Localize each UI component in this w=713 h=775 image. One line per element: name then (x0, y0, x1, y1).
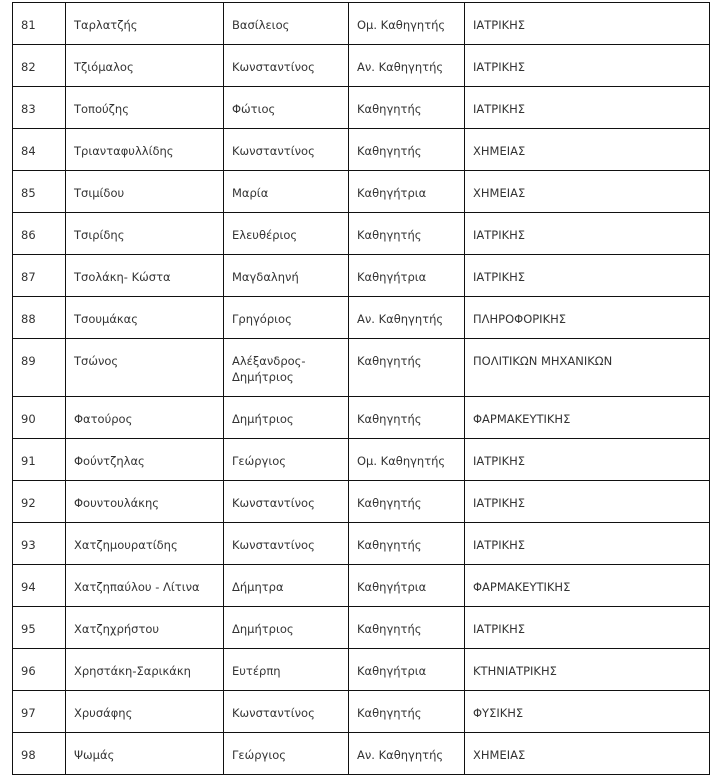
school-cell: ΦΥΣΙΚΗΣ (465, 691, 710, 733)
surname-cell: Τζιόμαλος (66, 45, 224, 87)
surname-cell: Ψωμάς (66, 733, 224, 775)
first-name-cell: Κωνσταντίνος (224, 481, 349, 523)
table-row (13, 87, 710, 129)
first-name-cell: Κωνσταντίνος (224, 45, 349, 87)
table-row (13, 733, 710, 775)
school-cell: ΧΗΜΕΙΑΣ (465, 171, 710, 213)
school-cell: ΙΑΤΡΙΚΗΣ (465, 523, 710, 565)
rank-cell: Καθηγητής (349, 607, 465, 649)
surname-cell: Χατζηχρήστου (66, 607, 224, 649)
table-row (13, 3, 710, 45)
first-name-cell: Γεώργιος (224, 439, 349, 481)
row-number: 97 (13, 691, 66, 733)
first-name-cell: Αλέξανδρος-Δημήτριος (224, 339, 349, 397)
row-number: 93 (13, 523, 66, 565)
first-name-cell: Ελευθέριος (224, 213, 349, 255)
school-cell: ΙΑΤΡΙΚΗΣ (465, 87, 710, 129)
row-number: 95 (13, 607, 66, 649)
school-cell: ΧΗΜΕΙΑΣ (465, 129, 710, 171)
school-cell: ΙΑΤΡΙΚΗΣ (465, 439, 710, 481)
school-cell: ΠΟΛΙΤΙΚΩΝ ΜΗΧΑΝΙΚΩΝ (465, 339, 710, 397)
first-name-cell: Φώτιος (224, 87, 349, 129)
row-number: 92 (13, 481, 66, 523)
table-row (13, 45, 710, 87)
row-number: 98 (13, 733, 66, 775)
table-row (13, 565, 710, 607)
surname-cell: Τσιρίδης (66, 213, 224, 255)
faculty-table (12, 2, 710, 775)
surname-cell: Τοπούζης (66, 87, 224, 129)
first-name-cell: Γεώργιος (224, 733, 349, 775)
school-cell: ΙΑΤΡΙΚΗΣ (465, 213, 710, 255)
rank-cell: Ομ. Καθηγητής (349, 439, 465, 481)
table-row (13, 691, 710, 733)
school-cell: ΙΑΤΡΙΚΗΣ (465, 607, 710, 649)
first-name-cell: Δημήτριος (224, 397, 349, 439)
rank-cell: Καθηγήτρια (349, 649, 465, 691)
surname-cell: Ταρλατζής (66, 3, 224, 45)
row-number: 82 (13, 45, 66, 87)
first-name-cell: Δημήτριος (224, 607, 349, 649)
surname-cell: Χρυσάφης (66, 691, 224, 733)
row-number: 83 (13, 87, 66, 129)
rank-cell: Καθηγήτρια (349, 565, 465, 607)
row-number: 84 (13, 129, 66, 171)
row-number: 90 (13, 397, 66, 439)
rank-cell: Καθηγητής (349, 397, 465, 439)
first-name-cell: Κωνσταντίνος (224, 691, 349, 733)
surname-cell: Χατζημουρατίδης (66, 523, 224, 565)
school-cell: ΦΑΡΜΑΚΕΥΤΙΚΗΣ (465, 565, 710, 607)
school-cell: ΧΗΜΕΙΑΣ (465, 733, 710, 775)
first-name-cell: Γρηγόριος (224, 297, 349, 339)
rank-cell: Καθηγητής (349, 339, 465, 397)
row-number: 87 (13, 255, 66, 297)
school-cell: ΙΑΤΡΙΚΗΣ (465, 45, 710, 87)
surname-cell: Χατζηπαύλου - Λίτινα (66, 565, 224, 607)
rank-cell: Καθηγήτρια (349, 171, 465, 213)
rank-cell: Καθηγητής (349, 129, 465, 171)
rank-cell: Αν. Καθηγητής (349, 733, 465, 775)
table-row (13, 607, 710, 649)
surname-cell: Τσιμίδου (66, 171, 224, 213)
table-row (13, 129, 710, 171)
school-cell: ΦΑΡΜΑΚΕΥΤΙΚΗΣ (465, 397, 710, 439)
surname-cell: Φατούρος (66, 397, 224, 439)
table-row (13, 297, 710, 339)
table-row (13, 171, 710, 213)
school-cell: ΙΑΤΡΙΚΗΣ (465, 255, 710, 297)
row-number: 85 (13, 171, 66, 213)
first-name-cell: Κωνσταντίνος (224, 523, 349, 565)
school-cell: ΠΛΗΡΟΦΟΡΙΚΗΣ (465, 297, 710, 339)
table-row (13, 213, 710, 255)
rank-cell: Καθηγητής (349, 481, 465, 523)
school-cell: ΙΑΤΡΙΚΗΣ (465, 481, 710, 523)
table-row (13, 523, 710, 565)
table-row (13, 339, 710, 397)
surname-cell: Τσουμάκας (66, 297, 224, 339)
table-row (13, 439, 710, 481)
row-number: 94 (13, 565, 66, 607)
rank-cell: Αν. Καθηγητής (349, 45, 465, 87)
first-name-cell: Μαρία (224, 171, 349, 213)
first-name-cell: Ευτέρπη (224, 649, 349, 691)
first-name-cell: Βασίλειος (224, 3, 349, 45)
rank-cell: Καθηγήτρια (349, 255, 465, 297)
first-name-cell: Μαγδαληνή (224, 255, 349, 297)
rank-cell: Αν. Καθηγητής (349, 297, 465, 339)
row-number: 86 (13, 213, 66, 255)
row-number: 91 (13, 439, 66, 481)
first-name-cell: Δήμητρα (224, 565, 349, 607)
rank-cell: Καθηγητής (349, 523, 465, 565)
school-cell: ΚΤΗΝΙΑΤΡΙΚΗΣ (465, 649, 710, 691)
rank-cell: Ομ. Καθηγητής (349, 3, 465, 45)
row-number: 96 (13, 649, 66, 691)
first-name-cell: Κωνσταντίνος (224, 129, 349, 171)
surname-cell: Τσώνος (66, 339, 224, 397)
table-row (13, 397, 710, 439)
surname-cell: Φούντζηλας (66, 439, 224, 481)
surname-cell: Τριανταφυλλίδης (66, 129, 224, 171)
surname-cell: Φουντουλάκης (66, 481, 224, 523)
rank-cell: Καθηγητής (349, 213, 465, 255)
surname-cell: Τσολάκη- Κώστα (66, 255, 224, 297)
school-cell: ΙΑΤΡΙΚΗΣ (465, 3, 710, 45)
row-number: 89 (13, 339, 66, 397)
rank-cell: Καθηγητής (349, 691, 465, 733)
table-row (13, 481, 710, 523)
surname-cell: Χρηστάκη-Σαρικάκη (66, 649, 224, 691)
rank-cell: Καθηγητής (349, 87, 465, 129)
row-number: 88 (13, 297, 66, 339)
table-row (13, 649, 710, 691)
table-row (13, 255, 710, 297)
row-number: 81 (13, 3, 66, 45)
